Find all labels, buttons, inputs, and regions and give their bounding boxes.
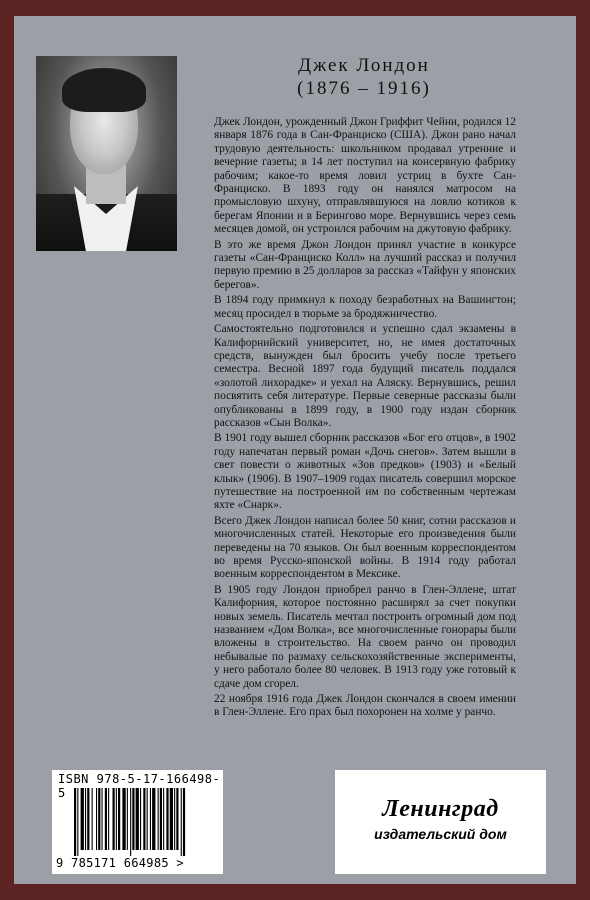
biography-text <box>214 116 516 722</box>
barcode-bar <box>158 788 159 850</box>
bio-paragraph: В 1894 году примкнул к походу безработных на Вашингтон; месяц просидел в тюрьме за бродяжничество. <box>214 294 516 320</box>
barcode-bar <box>140 788 141 850</box>
barcode-bar <box>98 788 100 850</box>
barcode-bar <box>147 788 148 850</box>
barcode-bar <box>152 788 155 850</box>
bio-paragraph: В это же время Джон Лондон принял участие в конкурсе газеты «Сан-Франциско Колл» на лучший рассказ и получил первую премию в 25 долларов за рассказ «Тайфун у японских берегов». <box>214 238 516 291</box>
barcode-bar <box>108 788 109 850</box>
barcode-bar <box>181 788 182 856</box>
barcode-bar <box>170 788 173 850</box>
barcode-bar <box>174 788 175 850</box>
barcode-label <box>52 770 223 874</box>
bio-paragraph: В 1901 году вышел сборник рассказов «Бог его отцов», в 1902 году напечатан первый роман «Дочь снегов». Затем вышли в свет повести о животных «Зов предков» (1903) и «Белый клык» (1906). В 1907–1909 годах писатель совершил морское путешествие на построенной им по собственным чертежам яхте «Снарк». <box>214 432 516 512</box>
author-years: (1876 – 1916) <box>297 78 431 99</box>
publisher-name: Ленинград <box>382 796 499 822</box>
author-name: Джек Лондон <box>298 55 430 76</box>
barcode-bar <box>85 788 86 850</box>
publisher-subtitle: издательский дом <box>374 826 507 842</box>
barcode-bar <box>122 788 125 850</box>
bio-paragraph: Всего Джек Лондон написал более 50 книг, сотни рассказов и многочисленных статей. Некоторые его произведения были переведены на 70 языков. Он был военным корреспондентом во время Русско-японской войны. В 1914 году работал военным корреспондентом в Мексике. <box>214 514 516 581</box>
barcode-bar <box>113 788 115 850</box>
bio-paragraph: Самостоятельно подготовился и успешно сдал экзамены в Калифорнийский университет, но, не имея достаточных средств, вынужден был бросить учебу после третьего семестра. Весной 1897 года будущий писатель поддался «золотой лихорадке» и уехал на Аляску. Вернувшись, решил посвятить себя литературе. Первые северные рассказы были опубликованы в 1899 году, в 1900 году издан сборник рассказов «Сын Волка». <box>214 323 516 429</box>
barcode-bar <box>176 788 178 850</box>
bio-paragraph: Джек Лондон, урожденный Джон Гриффит Чейни, родился 12 января 1876 года в Сан-Франциско (США). Джон рано начал трудовую деятельность: школьником продавал утренние и вечерние газеты; в 14 лет поступил на консервную фабрику рабочим; какое-то время ловил устриц в бухте Сан-Франциско. В 1893 году он нанялся матросом на промысловую шхуну, отправлявшуюся на ловлю котиков к берегам Японии и в Берингово море. Вернувшись через семь месяцев домой, он устроился рабочим на джутовую фабрику. <box>214 116 516 236</box>
barcode-bar <box>166 788 168 850</box>
barcode-bar <box>96 788 97 850</box>
barcode-bar <box>77 788 78 856</box>
bio-paragraph: 22 ноября 1916 года Джек Лондон скончался в своем имении в Глен-Эллене. Его прах был похоронен на холме у ранчо. <box>214 693 516 719</box>
barcode-digits: 9 785171 664985 > <box>56 856 184 870</box>
barcode-bar <box>81 788 84 850</box>
barcode-bar <box>92 788 93 850</box>
barcode-bar <box>74 788 76 856</box>
barcode-bar <box>87 788 89 850</box>
cover-panel <box>14 16 576 884</box>
barcode-bar <box>163 788 164 850</box>
barcode-bar <box>130 788 131 856</box>
barcode-icon <box>74 788 204 856</box>
author-heading <box>214 54 514 100</box>
barcode-bar <box>127 788 128 850</box>
barcode-bar <box>102 788 103 850</box>
barcode-bar <box>160 788 162 850</box>
barcode-bar <box>136 788 139 850</box>
publisher-logo <box>335 770 546 874</box>
barcode-bar <box>183 788 185 856</box>
barcode-bar <box>118 788 120 850</box>
barcode-bar <box>143 788 145 850</box>
bio-paragraph: В 1905 году Лондон приобрел ранчо в Глен-Эллене, штат Калифорния, которое постоянно расширял за счет покупки новых земель. Писатель мечтал построить огромный дом под названием «Дом Волка», все многочисленные гонорары были вложены в строительство. На своем ранчо он проводил небывалые по размаху сельскохозяйственные эксперименты, у него работало более 80 человек. В 1913 году уже готовый к сдаче дом сгорел. <box>214 583 516 690</box>
isbn-text: ISBN 978-5-17-166498-5 <box>58 772 221 800</box>
barcode-bar <box>150 788 151 850</box>
author-portrait <box>36 56 177 251</box>
barcode-bar <box>105 788 107 850</box>
barcode-bar <box>116 788 117 850</box>
barcode-bar <box>132 788 134 850</box>
